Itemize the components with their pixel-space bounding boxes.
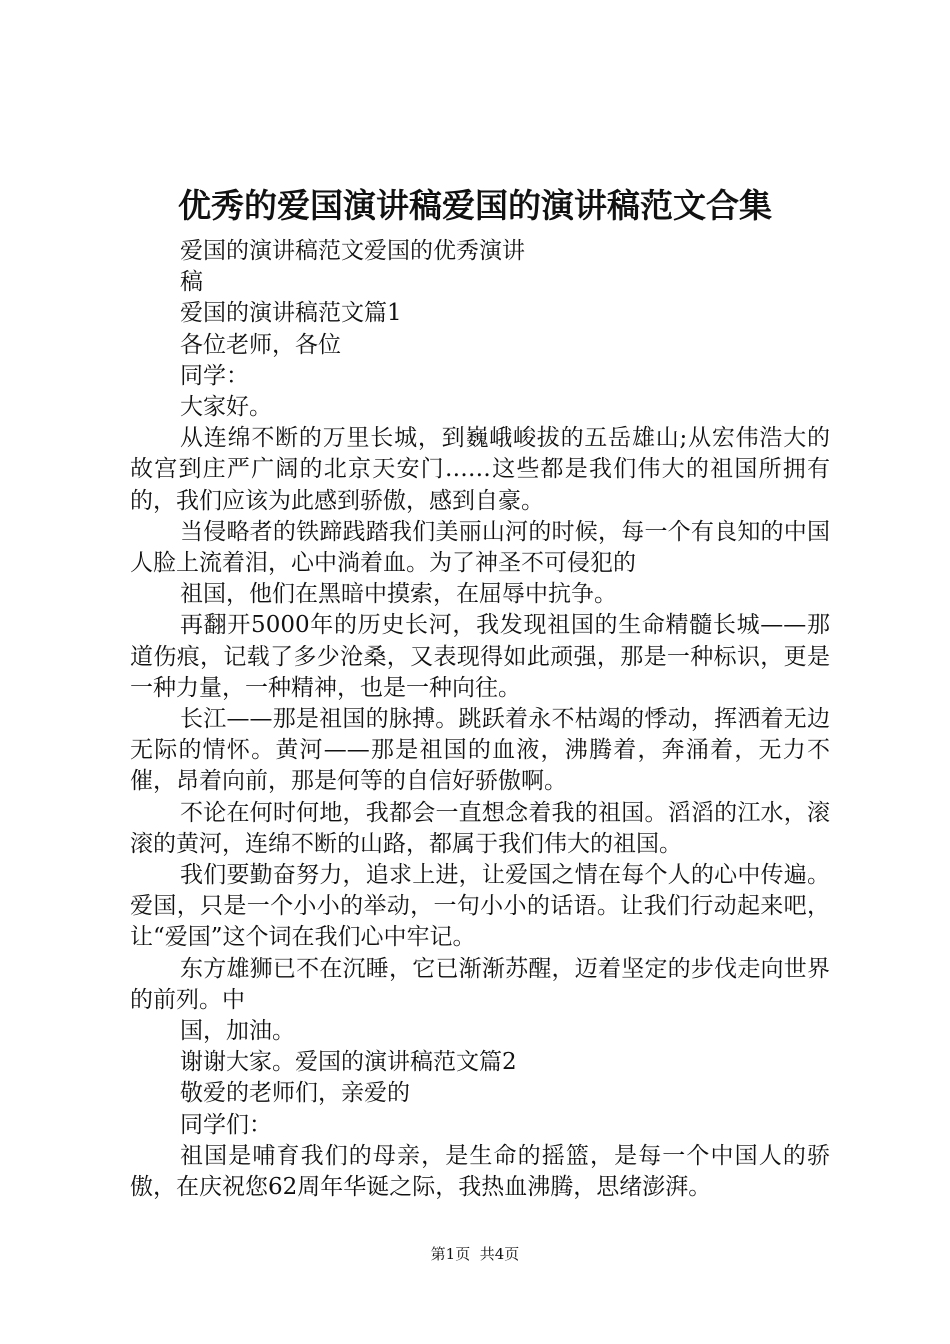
paragraph: 同学们： (180, 1111, 272, 1138)
footer-spacer (470, 1245, 480, 1263)
paragraph: 同学： (180, 362, 249, 389)
paragraph: 从连绵不断的万里长城，到巍峨峻拔的五岳雄山;从宏伟浩大的故宫到庄严广阔的北京天安门……这些都是我们伟大的祖国所拥有的，我们应该为此感到骄傲，感到自豪。 (130, 425, 830, 514)
document-title: 优秀的爱国演讲稿爱国的演讲稿范文合集 (178, 186, 772, 225)
paragraph: 长江——那是祖国的脉搏。跳跃着永不枯竭的悸动，挥洒着无边无际的情怀。黄河——那是祖国的血液，沸腾着，奔涌着，无力不催，昂着向前，那是何等的自信好骄傲啊。 (130, 706, 830, 795)
paragraph: 再翻开5000年的历史长河，我发现祖国的生命精髓长城——那道伤痕，记载了多少沧桑，又表现得如此顽强，那是一种标识，更是一种力量，一种精神，也是一种向往。 (130, 612, 830, 701)
paragraph: 不论在何时何地，我都会一直想念着我的祖国。滔滔的江水，滚滚的黄河，连绵不断的山路，都属于我们伟大的祖国。 (130, 799, 830, 857)
paragraph: 大家好。 (180, 394, 272, 421)
paragraph: 国，加油。 (180, 1018, 295, 1045)
paragraph: 爱国的演讲稿范文篇1 (180, 300, 402, 327)
paragraph: 我们要勤奋努力，追求上进，让爱国之情在每个人的心中传遍。爱国，只是一个小小的举动，一句小小的话语。让我们行动起来吧，让“爱国”这个词在我们心中牢记。 (130, 862, 830, 951)
paragraph: 祖国是哺育我们的母亲，是生命的摇篮，是每一个中国人的骄傲，在庆祝您62周年华诞之际，我热血沸腾，思绪澎湃。 (130, 1142, 830, 1201)
paragraph: 爱国的演讲稿范文爱国的优秀演讲 (180, 238, 525, 264)
paragraph: 稿 (180, 269, 203, 296)
paragraph: 谢谢大家。爱国的演讲稿范文篇2 (180, 1049, 517, 1076)
page-total: 共4页 (479, 1245, 520, 1263)
page-number: 第1页 (430, 1245, 471, 1263)
paragraph: 当侵略者的铁蹄践踏我们美丽山河的时候，每一个有良知的中国人脸上流着泪，心中淌着血。为了神圣不可侵犯的 (130, 518, 830, 577)
paragraph: 敬爱的老师们，亲爱的 (180, 1080, 410, 1107)
document-body (130, 236, 830, 1203)
paragraph: 祖国，他们在黑暗中摸索，在屈辱中抗争。 (180, 581, 617, 608)
paragraph: 各位老师，各位 (180, 331, 341, 358)
page-footer (0, 1243, 950, 1265)
paragraph: 东方雄狮已不在沉睡，它已渐渐苏醒，迈着坚定的步伐走向世界的前列。中 (130, 955, 830, 1013)
